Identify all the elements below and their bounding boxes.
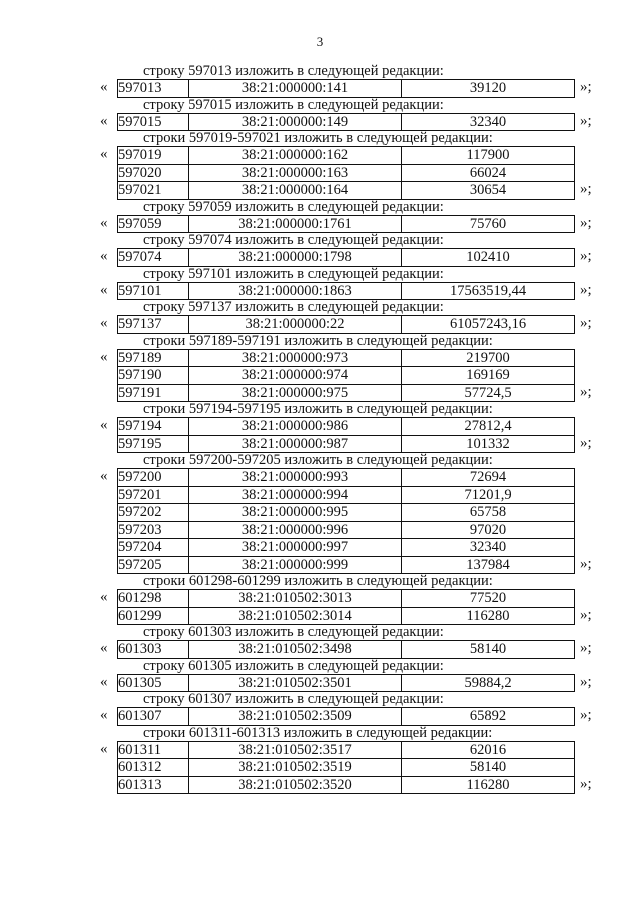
entries-table [117, 674, 575, 693]
value-cell: 72694 [402, 469, 575, 487]
cadastral-number-cell: 38:21:010502:3517 [189, 741, 402, 759]
entries-table [117, 79, 575, 98]
row-number-cell: 597204 [118, 539, 189, 557]
entries-table [117, 640, 575, 659]
value-cell: 39120 [402, 80, 575, 98]
cadastral-number-cell: 38:21:000000:994 [189, 486, 402, 504]
value-cell: 66024 [402, 164, 575, 182]
value-cell: 65758 [402, 504, 575, 522]
value-cell: 169169 [402, 367, 575, 385]
cadastral-number-cell: 38:21:000000:999 [189, 556, 402, 574]
row-number-cell: 597190 [118, 367, 189, 385]
closing-quote: »; [580, 214, 592, 231]
table-row [118, 384, 575, 402]
table-row [118, 674, 575, 692]
value-cell: 71201,9 [402, 486, 575, 504]
closing-quote: »; [580, 673, 592, 690]
cadastral-number-cell: 38:21:010502:3014 [189, 607, 402, 625]
opening-quote: « [100, 417, 108, 433]
entries-table [117, 146, 575, 200]
value-cell: 27812,4 [402, 418, 575, 436]
row-number-cell: 597194 [118, 418, 189, 436]
closing-quote: »; [580, 79, 592, 95]
closing-quote: »; [580, 315, 592, 331]
amendment-block [0, 658, 640, 692]
value-cell: 58140 [402, 759, 575, 777]
cadastral-number-cell: 38:21:000000:1863 [189, 282, 402, 300]
cadastral-number-cell: 38:21:000000:162 [189, 147, 402, 165]
cadastral-number-cell: 38:21:010502:3013 [189, 590, 402, 608]
amendment-block [0, 130, 640, 199]
opening-quote: « [100, 248, 108, 264]
table-row [118, 741, 575, 759]
row-number-cell: 597202 [118, 504, 189, 522]
cadastral-number-cell: 38:21:000000:163 [189, 164, 402, 182]
value-cell: 77520 [402, 590, 575, 608]
amendment-block [0, 624, 640, 658]
cadastral-number-cell: 38:21:010502:3519 [189, 759, 402, 777]
opening-quote: « [100, 640, 108, 656]
amendment-block [0, 333, 640, 402]
value-cell: 116280 [402, 607, 575, 625]
row-number-cell: 597137 [118, 316, 189, 334]
amendment-heading: строку 597015 изложить в следующей редакции: [143, 96, 444, 113]
amendment-heading: строки 597200-597205 изложить в следующей редакции: [143, 452, 493, 468]
table-row [118, 316, 575, 334]
closing-quote: »; [580, 640, 592, 656]
cadastral-number-cell: 38:21:000000:973 [189, 349, 402, 367]
table-row [118, 215, 575, 233]
value-cell: 30654 [402, 182, 575, 200]
cadastral-number-cell: 38:21:010502:3498 [189, 641, 402, 659]
opening-quote: « [100, 112, 108, 129]
value-cell: 59884,2 [402, 674, 575, 692]
opening-quote: « [100, 281, 108, 298]
entries-table [117, 707, 575, 726]
cadastral-number-cell: 38:21:000000:995 [189, 504, 402, 522]
row-number-cell: 601303 [118, 641, 189, 659]
value-cell: 57724,5 [402, 384, 575, 402]
page-number: 3 [316, 34, 324, 49]
opening-quote: « [100, 315, 108, 331]
cadastral-number-cell: 38:21:000000:1798 [189, 249, 402, 267]
row-number-cell: 597200 [118, 469, 189, 487]
row-number-cell: 597013 [118, 80, 189, 98]
cadastral-number-cell: 38:21:000000:986 [189, 418, 402, 436]
table-row [118, 418, 575, 436]
table-row [118, 486, 575, 504]
amendment-heading: строку 597137 изложить в следующей редакции: [143, 299, 444, 315]
row-number-cell: 597059 [118, 215, 189, 233]
amendment-block [0, 401, 640, 452]
cadastral-number-cell: 38:21:000000:149 [189, 113, 402, 131]
value-cell: 32340 [402, 113, 575, 131]
value-cell: 102410 [402, 249, 575, 267]
row-number-cell: 597074 [118, 249, 189, 267]
entries-table [117, 215, 575, 234]
value-cell: 219700 [402, 349, 575, 367]
table-row [118, 539, 575, 557]
row-number-cell: 597101 [118, 282, 189, 300]
table-row [118, 607, 575, 625]
table-row [118, 164, 575, 182]
table-row [118, 504, 575, 522]
entries-table [117, 468, 575, 574]
table-row [118, 556, 575, 574]
value-cell: 75760 [402, 215, 575, 233]
cadastral-number-cell: 38:21:000000:975 [189, 384, 402, 402]
closing-quote: »; [580, 606, 592, 623]
table-row [118, 641, 575, 659]
row-number-cell: 601312 [118, 759, 189, 777]
row-number-cell: 601311 [118, 741, 189, 759]
row-number-cell: 597020 [118, 164, 189, 182]
amendment-heading: строку 597101 изложить в следующей редакции: [143, 265, 444, 282]
amendment-heading: строку 597013 изложить в следующей редакции: [143, 63, 444, 79]
entries-table [117, 315, 575, 334]
opening-quote: « [100, 348, 108, 365]
closing-quote: »; [580, 555, 592, 572]
amendment-block [0, 691, 640, 725]
entries-table [117, 113, 575, 132]
closing-quote: »; [580, 383, 592, 400]
cadastral-number-cell: 38:21:000000:993 [189, 469, 402, 487]
row-number-cell: 597195 [118, 435, 189, 453]
opening-quote: « [100, 589, 108, 605]
opening-quote: « [100, 146, 108, 162]
cadastral-number-cell: 38:21:000000:974 [189, 367, 402, 385]
value-cell: 137984 [402, 556, 575, 574]
value-cell: 117900 [402, 147, 575, 165]
row-number-cell: 597189 [118, 349, 189, 367]
entries-table [117, 417, 575, 453]
value-cell: 116280 [402, 776, 575, 794]
amendment-block [0, 725, 640, 794]
amendment-block [0, 299, 640, 333]
row-number-cell: 597191 [118, 384, 189, 402]
amendment-block [0, 232, 640, 266]
entries-table [117, 589, 575, 625]
amendment-block [0, 97, 640, 131]
table-row [118, 249, 575, 267]
amendment-list [0, 63, 640, 793]
row-number-cell: 597205 [118, 556, 189, 574]
amendment-heading: строки 597019-597021 изложить в следующей редакции: [143, 130, 493, 146]
closing-quote: »; [580, 281, 592, 298]
row-number-cell: 597019 [118, 147, 189, 165]
amendment-heading: строку 601307 изложить в следующей редакции: [143, 691, 444, 707]
amendment-block [0, 199, 640, 233]
value-cell: 62016 [402, 741, 575, 759]
table-row [118, 708, 575, 726]
amendment-heading: строки 597189-597191 изложить в следующей редакции: [143, 332, 493, 349]
value-cell: 32340 [402, 539, 575, 557]
value-cell: 101332 [402, 435, 575, 453]
amendment-heading: строку 597074 изложить в следующей редакции: [143, 232, 444, 248]
cadastral-number-cell: 38:21:000000:1761 [189, 215, 402, 233]
value-cell: 61057243,16 [402, 316, 575, 334]
table-row [118, 80, 575, 98]
value-cell: 17563519,44 [402, 282, 575, 300]
amendment-heading: строку 601305 изложить в следующей редакции: [143, 657, 444, 674]
table-row [118, 182, 575, 200]
row-number-cell: 601307 [118, 708, 189, 726]
closing-quote: »; [580, 112, 592, 129]
row-number-cell: 597201 [118, 486, 189, 504]
amendment-heading: строки 597194-597195 изложить в следующей редакции: [143, 401, 493, 417]
entries-table [117, 282, 575, 301]
cadastral-number-cell: 38:21:010502:3501 [189, 674, 402, 692]
opening-quote: « [100, 740, 108, 757]
table-row [118, 521, 575, 539]
table-row [118, 367, 575, 385]
table-row [118, 113, 575, 131]
closing-quote: »; [580, 248, 592, 264]
amendment-block [0, 573, 640, 624]
row-number-cell: 597015 [118, 113, 189, 131]
table-row [118, 469, 575, 487]
amendment-block [0, 63, 640, 97]
cadastral-number-cell: 38:21:000000:141 [189, 80, 402, 98]
opening-quote: « [100, 214, 108, 231]
amendment-heading: строку 597059 изложить в следующей редакции: [143, 198, 444, 215]
opening-quote: « [100, 468, 108, 484]
closing-quote: »; [580, 775, 592, 792]
amendment-heading: строки 601298-601299 изложить в следующей редакции: [143, 573, 493, 589]
row-number-cell: 601313 [118, 776, 189, 794]
entries-table [117, 248, 575, 267]
table-row [118, 590, 575, 608]
table-row [118, 147, 575, 165]
cadastral-number-cell: 38:21:000000:22 [189, 316, 402, 334]
amendment-block [0, 266, 640, 300]
cadastral-number-cell: 38:21:010502:3509 [189, 708, 402, 726]
table-row [118, 349, 575, 367]
row-number-cell: 601299 [118, 607, 189, 625]
row-number-cell: 597203 [118, 521, 189, 539]
value-cell: 65892 [402, 708, 575, 726]
table-row [118, 435, 575, 453]
entries-table [117, 741, 575, 795]
cadastral-number-cell: 38:21:000000:987 [189, 435, 402, 453]
cadastral-number-cell: 38:21:000000:996 [189, 521, 402, 539]
entries-table [117, 349, 575, 403]
closing-quote: »; [580, 434, 592, 451]
row-number-cell: 601298 [118, 590, 189, 608]
cadastral-number-cell: 38:21:000000:164 [189, 182, 402, 200]
table-row [118, 282, 575, 300]
cadastral-number-cell: 38:21:010502:3520 [189, 776, 402, 794]
opening-quote: « [100, 79, 108, 95]
cadastral-number-cell: 38:21:000000:997 [189, 539, 402, 557]
amendment-heading: строку 601303 изложить в следующей редакции: [143, 624, 444, 640]
value-cell: 97020 [402, 521, 575, 539]
row-number-cell: 597021 [118, 182, 189, 200]
value-cell: 58140 [402, 641, 575, 659]
amendment-block [0, 452, 640, 573]
closing-quote: »; [580, 181, 592, 197]
row-number-cell: 601305 [118, 674, 189, 692]
amendment-heading: строки 601311-601313 изложить в следующей редакции: [143, 724, 493, 741]
closing-quote: »; [580, 707, 592, 723]
table-row [118, 776, 575, 794]
table-row [118, 759, 575, 777]
opening-quote: « [100, 707, 108, 723]
opening-quote: « [100, 673, 108, 690]
